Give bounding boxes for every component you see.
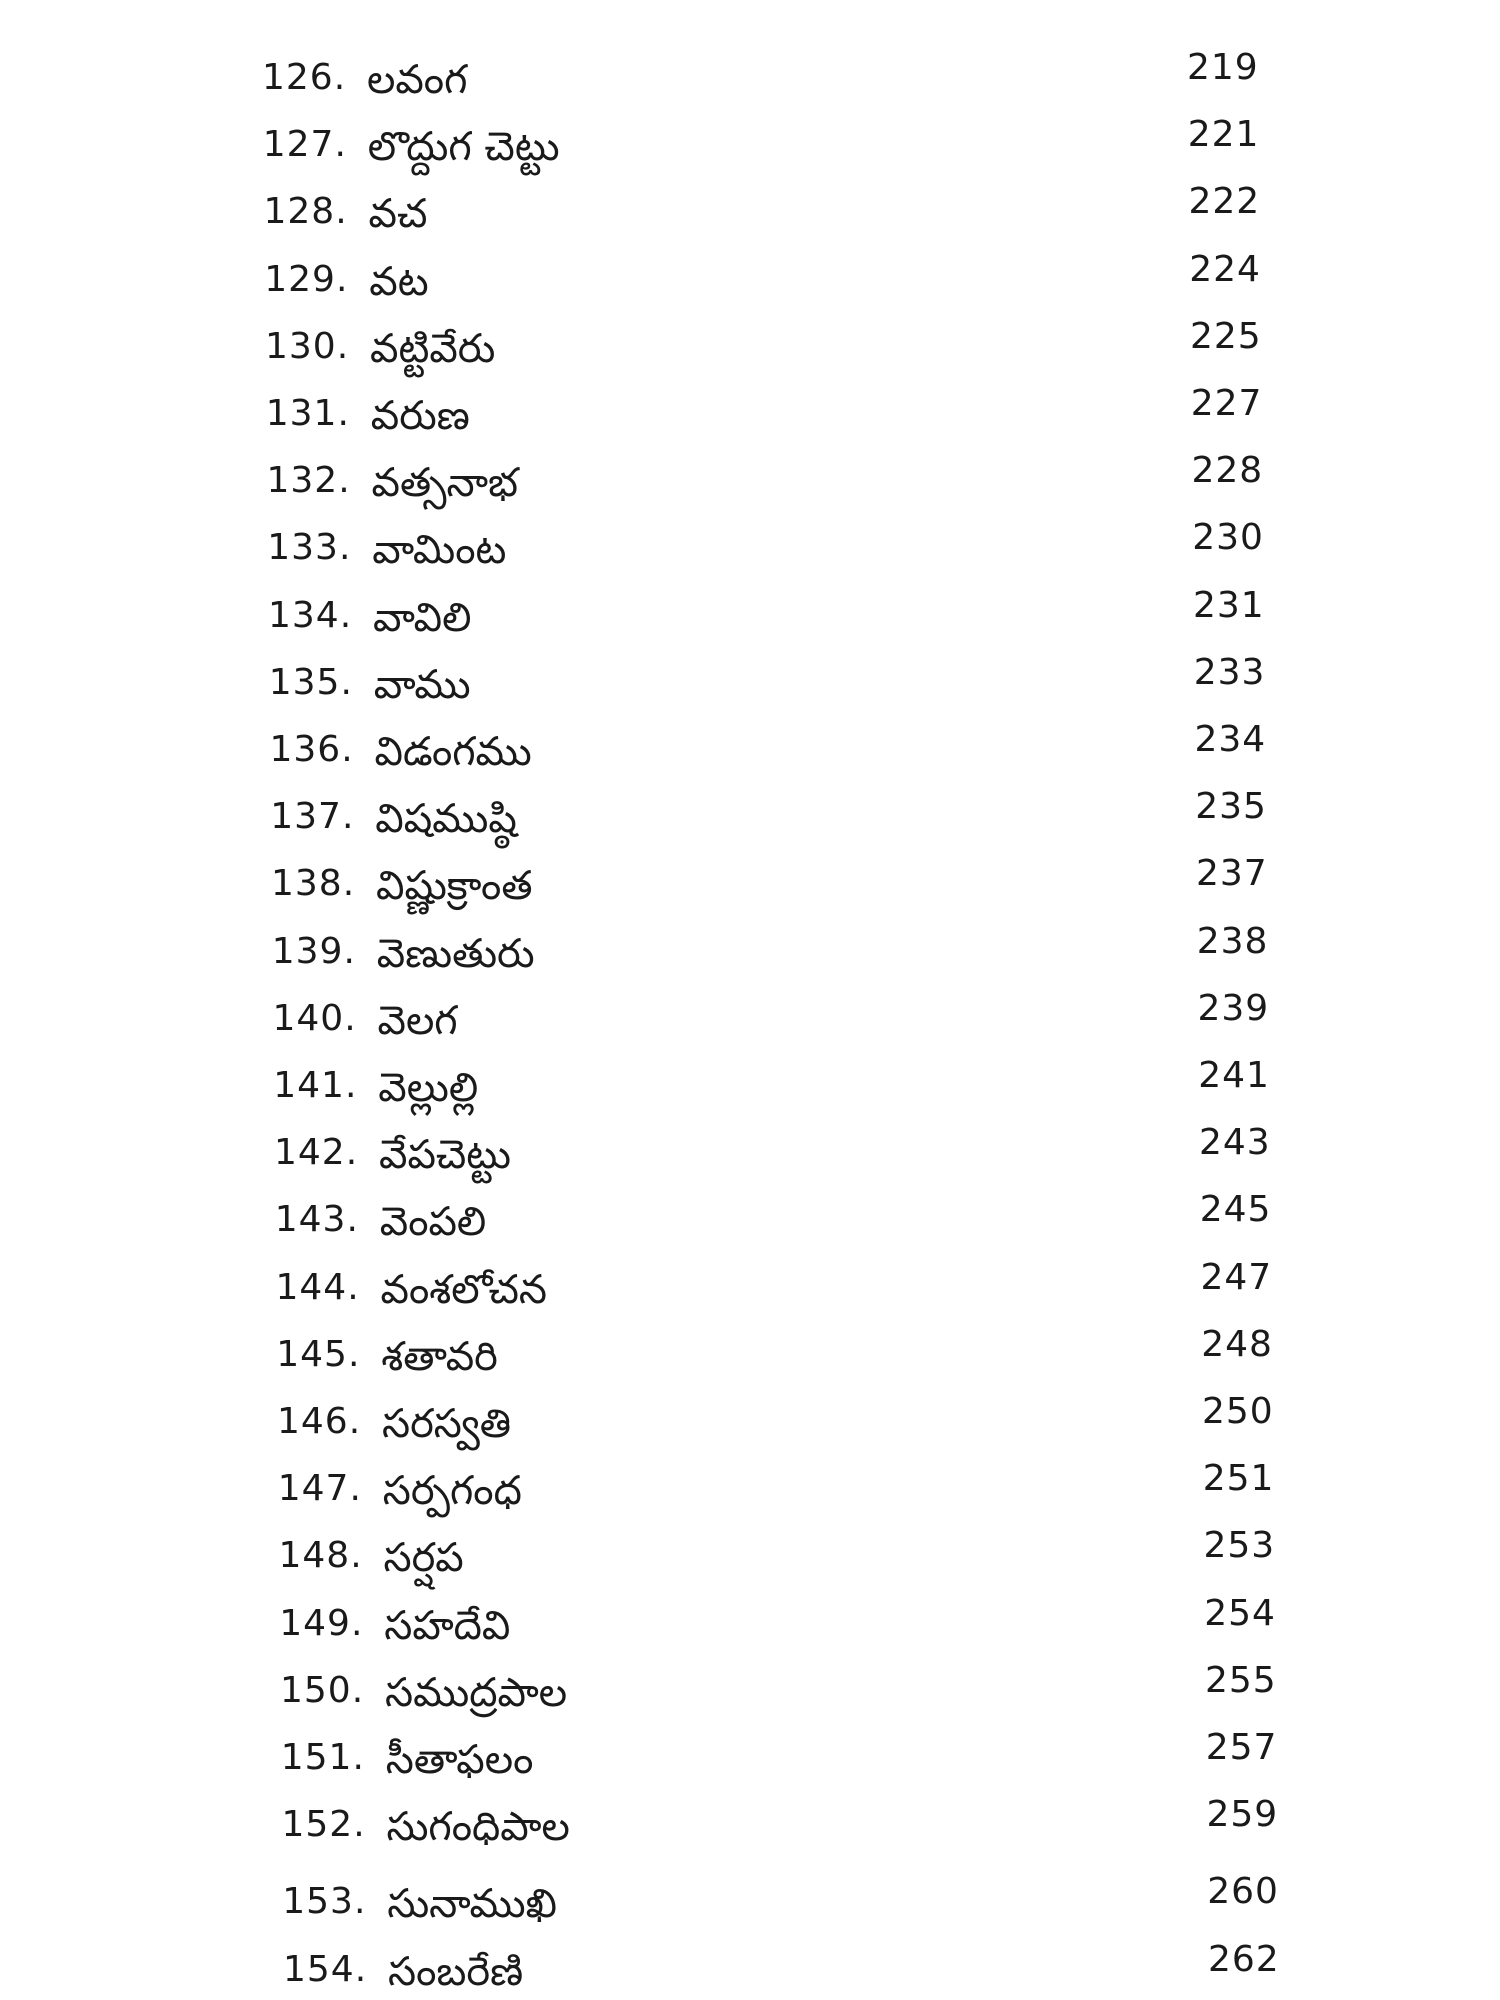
entry-title: విషముష్ఠి	[375, 796, 517, 843]
entry-title: సర్పగంధ	[382, 1468, 522, 1515]
entry-title: సునాముఖి	[387, 1881, 558, 1928]
entry-number: 145.	[276, 1333, 361, 1375]
toc-entry	[0, 1659, 1500, 1719]
entry-number: 144.	[275, 1266, 360, 1308]
entry-title: విడంగము	[374, 729, 532, 775]
entry-number: 143.	[274, 1199, 359, 1241]
entry-page-number: 219	[1187, 47, 1259, 88]
entry-page-number: 224	[1189, 248, 1261, 290]
entry-page-number: 237	[1196, 853, 1268, 895]
entry-page-number: 251	[1202, 1458, 1275, 1500]
entry-number: 151.	[280, 1737, 365, 1778]
entry-number: 154.	[283, 1948, 368, 1990]
toc-entry	[0, 1122, 1500, 1181]
entry-page-number: 243	[1199, 1122, 1271, 1164]
entry-title: సంబరేణి	[388, 1948, 524, 1995]
entry-number: 146.	[277, 1401, 362, 1442]
entry-title: వచ	[368, 191, 428, 238]
entry-number: 148.	[278, 1535, 363, 1577]
toc-entry	[0, 517, 1500, 576]
toc-entry	[0, 987, 1500, 1047]
entry-title: వాము	[373, 661, 471, 708]
toc-entry	[0, 1727, 1500, 1786]
entry-title: విష్ణుక్రాంత	[376, 863, 533, 910]
entry-title: వెల్లుల్లి	[378, 1065, 479, 1111]
entry-page-number: 221	[1187, 114, 1260, 156]
entry-page-number: 235	[1195, 786, 1267, 828]
entry-number: 152.	[281, 1804, 366, 1846]
entry-title: లవంగ	[367, 57, 468, 103]
entry-title: వట్టివేరు	[370, 325, 496, 372]
toc-entry	[0, 1189, 1500, 1248]
entry-page-number: 253	[1203, 1525, 1276, 1567]
entry-page-number: 254	[1204, 1592, 1276, 1634]
entry-title: సరస్వతి	[382, 1401, 512, 1447]
toc-entry	[0, 1323, 1500, 1383]
entry-title: వంశలోచన	[380, 1266, 547, 1313]
entry-number: 141.	[273, 1065, 358, 1106]
toc-entry	[0, 651, 1500, 711]
entry-page-number: 245	[1199, 1189, 1272, 1231]
entry-page-number: 222	[1188, 181, 1261, 223]
entry-number: 147.	[277, 1468, 362, 1510]
entry-number: 132.	[266, 460, 351, 502]
entry-page-number: 238	[1196, 920, 1269, 962]
entry-page-number: 262	[1208, 1938, 1280, 1980]
entry-title: సర్షప	[383, 1535, 464, 1582]
toc-entry	[0, 114, 1500, 173]
toc-entry	[0, 1458, 1500, 1517]
entry-number: 131.	[265, 393, 350, 434]
entry-page-number: 239	[1197, 987, 1270, 1029]
toc-entry	[0, 1055, 1500, 1114]
entry-page-number: 230	[1192, 517, 1264, 559]
entry-page-number: 227	[1190, 383, 1263, 424]
entry-page-number: 231	[1193, 584, 1265, 626]
entry-number: 149.	[279, 1602, 364, 1644]
toc-entry	[0, 383, 1500, 442]
toc-entry	[0, 181, 1500, 240]
entry-number: 142.	[274, 1132, 359, 1174]
entry-number: 153.	[282, 1881, 367, 1923]
entry-title: సముద్రపాల	[385, 1669, 568, 1716]
toc-entry	[0, 47, 1500, 106]
entry-number: 133.	[267, 527, 352, 569]
entry-page-number: 234	[1194, 719, 1267, 760]
toc-entry	[0, 719, 1500, 778]
entry-title: సీతాఫలం	[385, 1737, 534, 1783]
entry-number: 127.	[262, 124, 347, 166]
entry-page-number: 259	[1206, 1794, 1279, 1836]
entry-number: 128.	[263, 191, 348, 233]
toc-entry	[0, 584, 1500, 644]
entry-page-number: 260	[1207, 1871, 1279, 1913]
entry-page-number: 250	[1202, 1391, 1274, 1432]
entry-title: వావిలి	[373, 594, 472, 641]
entry-page-number: 248	[1201, 1323, 1273, 1365]
toc-entry	[0, 450, 1500, 509]
entry-number: 138.	[271, 863, 356, 905]
entry-page-number: 255	[1205, 1659, 1277, 1701]
entry-title: శతావరి	[381, 1333, 498, 1380]
toc-entry	[0, 1256, 1500, 1316]
toc-entry	[0, 920, 1500, 980]
entry-title: వామింట	[372, 527, 507, 574]
toc-entry	[0, 1938, 1500, 1998]
entry-number: 134.	[268, 594, 353, 636]
entry-page-number: 247	[1200, 1256, 1273, 1298]
entry-page-number: 233	[1193, 651, 1266, 693]
toc-entry	[0, 853, 1500, 912]
entry-number: 136.	[269, 729, 354, 770]
toc-entry	[0, 315, 1500, 375]
entry-title: వెంపలి	[379, 1199, 487, 1246]
toc-entry	[0, 248, 1500, 308]
toc-entry	[0, 1871, 1500, 1930]
toc-entry	[0, 786, 1500, 845]
toc-entry	[0, 1391, 1500, 1450]
entry-title: వత్సనాభ	[371, 460, 519, 507]
entry-number: 130.	[265, 325, 350, 367]
entry-number: 129.	[264, 258, 349, 300]
entry-title: వేపచెట్టు	[379, 1132, 511, 1179]
entry-title: లొద్దుగ చెట్టు	[367, 124, 560, 171]
entry-number: 126.	[262, 57, 347, 98]
entry-page-number: 257	[1205, 1727, 1278, 1768]
entry-number: 135.	[268, 661, 353, 703]
entry-number: 137.	[270, 796, 355, 838]
entry-page-number: 228	[1191, 450, 1264, 492]
entry-number: 139.	[271, 930, 356, 972]
entry-title: వరుణ	[370, 393, 470, 439]
entry-title: వెలగ	[377, 997, 458, 1044]
entry-title: వట	[369, 258, 429, 305]
entry-title: సహదేవి	[384, 1602, 511, 1649]
entry-page-number: 225	[1190, 315, 1262, 357]
entry-title: సుగంధిపాల	[386, 1804, 570, 1851]
entry-title: వెణుతురు	[376, 930, 535, 977]
toc-entry	[0, 1525, 1500, 1584]
entry-number: 140.	[272, 997, 357, 1039]
entry-number: 150.	[280, 1669, 365, 1711]
entry-page-number: 241	[1198, 1055, 1270, 1096]
toc-entry	[0, 1592, 1500, 1652]
toc-entry	[0, 1794, 1500, 1853]
